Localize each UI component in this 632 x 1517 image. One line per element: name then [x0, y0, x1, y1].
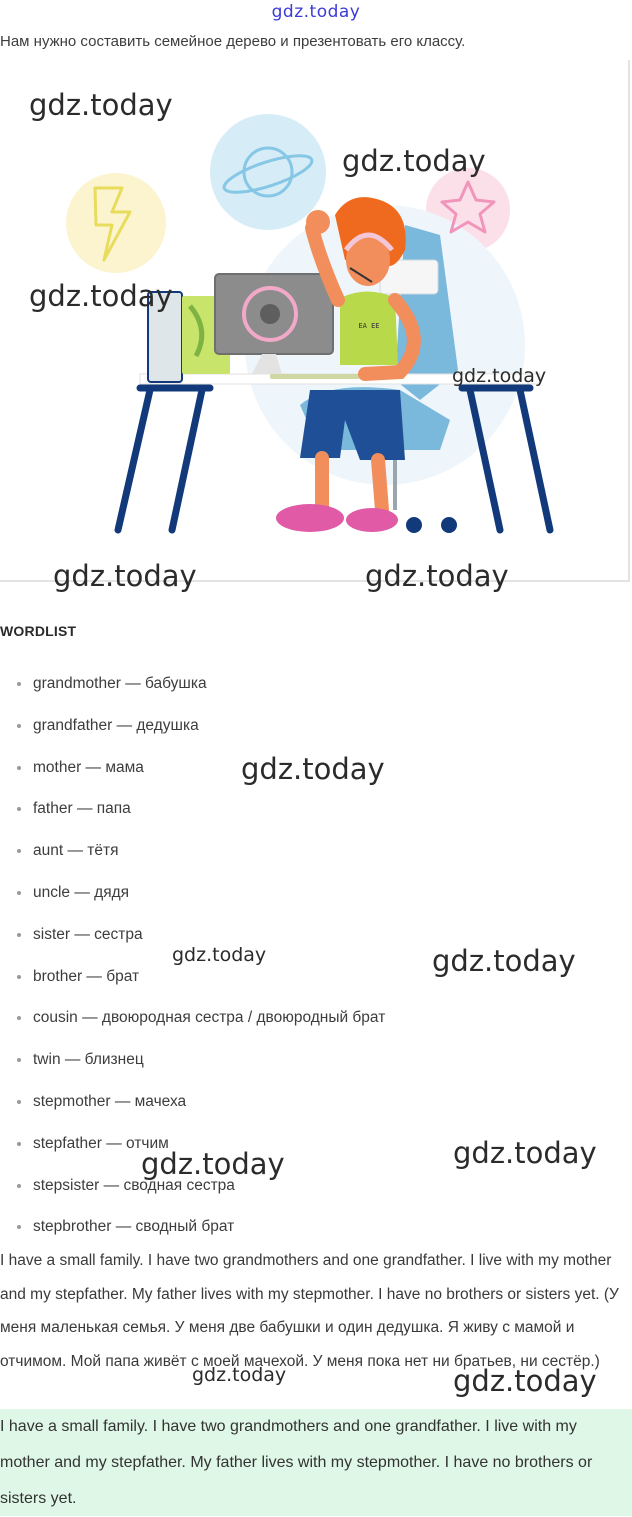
keyboard: [270, 374, 360, 379]
watermark-8: gdz.today: [172, 944, 267, 966]
list-item: stepbrother — сводный брат: [0, 1206, 385, 1248]
list-item: grandfather — дедушка: [0, 705, 385, 747]
list-item: grandmother — бабушка: [0, 663, 385, 705]
right-slipper: [346, 508, 398, 532]
list-item: aunt — тётя: [0, 830, 385, 872]
task-text: Нам нужно составить семейное дерево и презентовать его классу.: [0, 33, 466, 50]
watermark-3: gdz.today: [29, 279, 173, 313]
list-item: mother — мама: [0, 747, 385, 789]
site-watermark-header: gdz.today: [271, 2, 361, 22]
answer-box: [0, 1409, 632, 1516]
watermark-12: gdz.today: [192, 1364, 287, 1386]
watermark-2: gdz.today: [342, 144, 486, 178]
watermark-10: gdz.today: [453, 1136, 597, 1170]
watermark-7: gdz.today: [241, 752, 385, 786]
watermark-1: gdz.today: [29, 88, 173, 122]
list-item: twin — близнец: [0, 1039, 385, 1081]
watermark-5: gdz.today: [53, 559, 197, 593]
example-paragraph: I have a small family. I have two grandmothers and one grandfather. I live with my mother and my stepfather. My father lives with my stepmother. I have no brothers or sisters yet. (У меня маленькая семья. У меня две бабушки и один дедушка. Я живу с мамой и отчимом. Мой папа живёт с моей мачехой. У меня пока нет ни братьев, ни сестёр.): [0, 1252, 619, 1370]
watermark-13: gdz.today: [453, 1364, 597, 1398]
watermark-11: gdz.today: [141, 1147, 285, 1181]
list-item: stepsister — сводная сестра: [0, 1165, 385, 1207]
list-item: stepfather — отчим: [0, 1123, 385, 1165]
list-item: cousin — двоюродная сестра / двоюродный брат: [0, 997, 385, 1039]
gamer-girl-at-computer-illustration: [0, 60, 630, 582]
wordlist-title: WORDLIST: [0, 623, 77, 639]
shirt-label: ЕА ЕЕ: [358, 322, 380, 330]
list-item: stepmother — мачеха: [0, 1081, 385, 1123]
watermark-4: gdz.today: [452, 365, 547, 387]
illustration-frame: [0, 60, 630, 582]
list-item: father — папа: [0, 788, 385, 830]
list-item: brother — брат: [0, 956, 385, 998]
answer-text: I have a small family. I have two grandmothers and one grandfather. I live with my mother and my stepfather. My father lives with my stepmother. I have no brothers or sisters yet.: [0, 1418, 593, 1507]
list-item: sister — сестра: [0, 914, 385, 956]
list-item: uncle — дядя: [0, 872, 385, 914]
watermark-9: gdz.today: [432, 944, 576, 978]
planet-bubble: [210, 114, 326, 230]
left-slipper: [276, 504, 344, 532]
watermark-6: gdz.today: [365, 559, 509, 593]
